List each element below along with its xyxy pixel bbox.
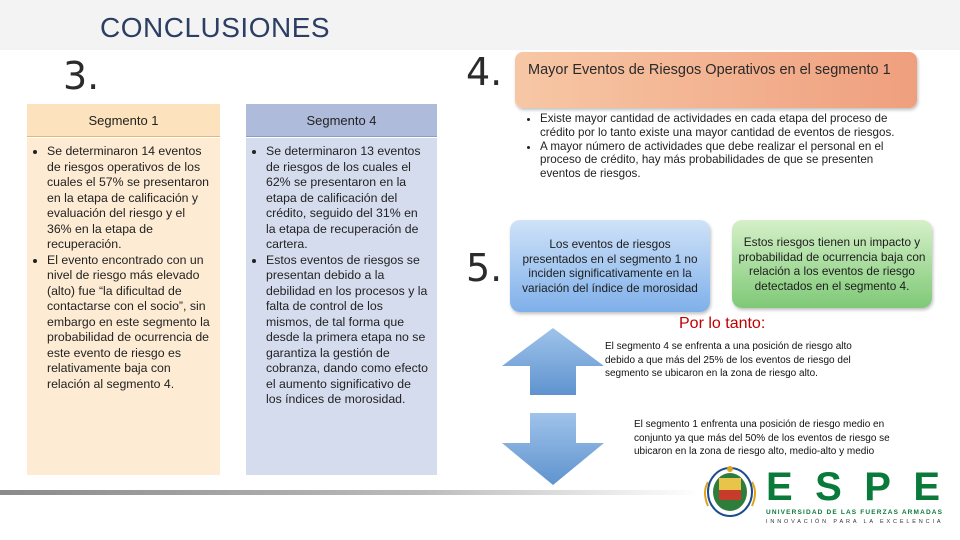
espe-logo — [700, 462, 950, 532]
segment-4-bullet: • Estos eventos de riesgos se presentan debido a la debilidad en los procesos y la falta de control de los mismos, de tal forma que desde la primera etapa no se garantiza la gestión de cobranza, dando como efecto el aumento significativo de los índices de morosidad. — [266, 253, 429, 408]
segment-4-header — [246, 104, 437, 137]
espe-crest-icon — [705, 466, 755, 516]
up-arrow-icon — [502, 328, 604, 395]
section-5-number: 5. — [466, 246, 503, 290]
up-down-arrows — [500, 325, 610, 490]
conclusion-label: Por lo tanto: — [679, 315, 766, 332]
section-4-number: 4. — [466, 50, 503, 94]
segment-4-title: Segmento 4 — [306, 112, 377, 128]
section-4-bullet: • Existe mayor cantidad de actividades en cada etapa del proceso de crédito por lo tanto existe una mayor cantidad de eventos de riesgos. — [540, 112, 916, 140]
impact-box-blue — [510, 220, 710, 312]
segment-4-bullets — [246, 138, 437, 408]
espe-motto: INNOVACIÓN PARA LA EXCELENCIA — [766, 519, 942, 525]
espe-university-name: UNIVERSIDAD DE LAS FUERZAS ARMADAS — [766, 509, 942, 516]
impact-box-green — [732, 220, 932, 308]
segment-1-bullet: • Se determinaron 14 eventos de riesgos operativos de los cuales el 57% se presentaron en la etapa de calificación y evaluación del riesgo y el 36% en la etapa de recuperación. — [47, 144, 212, 253]
segment-4-bullet: • Se determinaron 13 eventos de riesgos de los cuales el 62% se presentaron en la etapa de calificación del crédito, seguido del 31% en la etapa de recuperación de cartera. — [266, 144, 429, 253]
impact-box-blue-text: Los eventos de riesgos presentados en el segmento 1 no inciden significativamente en la variación del índice de morosidad — [522, 237, 698, 295]
page-title: CONCLUSIONES — [100, 12, 331, 43]
espe-wordmark: ESPE — [766, 465, 942, 509]
section-4-bullet: • A mayor número de actividades que debe realizar el personal en el proceso de crédito, hay más probabilidades de que se presenten eventos de riesgos. — [540, 140, 916, 181]
segment-1-panel — [27, 138, 220, 475]
segment-4-panel — [246, 138, 437, 475]
section-4-heading: Mayor Eventos de Riesgos Operativos en el segmento 1 — [528, 62, 891, 78]
segment-1-bullet: • El evento encontrado con un nivel de riesgo más elevado (alto) fue “la dificultad de contactarse con el socio”, sin embargo en este segmento la probabilidad de ocurrencia de este evento de riesgo es relativamente baja con relación al segmento 4. — [47, 253, 212, 393]
impact-box-green-text: Estos riesgos tienen un impacto y probabilidad de ocurrencia baja con relación a los eventos de riesgo detectados en el segmento 4. — [738, 235, 926, 293]
section-3-number: 3. — [63, 54, 100, 98]
section-4-list — [520, 112, 916, 181]
segment-1-conclusion: El segmento 1 enfrenta una posición de riesgo medio en conjunto ya que más del 50% de los eventos de riesgo se ubicaron en la zona de riesgo alto, medio-alto y medio — [634, 419, 890, 457]
segment-1-header — [27, 104, 220, 137]
segment-1-bullets — [27, 138, 220, 392]
footer-divider — [0, 490, 700, 495]
down-arrow-icon — [502, 413, 604, 485]
segment-4-conclusion: El segmento 4 se enfrenta a una posición de riesgo alto debido a que más del 25% de los eventos de riesgo del segmento se ubicaron en la zona de riesgo alto. — [605, 341, 852, 379]
segment-1-title: Segmento 1 — [88, 112, 159, 128]
